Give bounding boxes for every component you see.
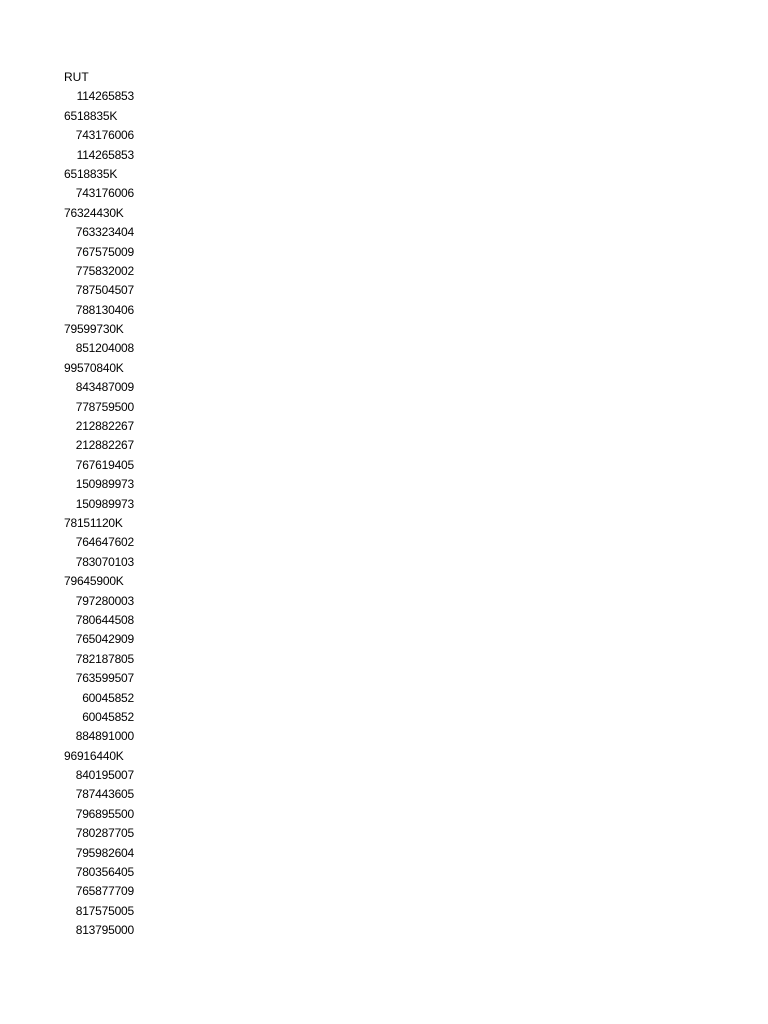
rut-cell: 743176006 — [75, 186, 134, 201]
rut-cell: 767619405 — [75, 457, 134, 472]
rut-cell: 114265853 — [76, 89, 134, 104]
rut-cell: 150989973 — [75, 477, 134, 492]
rut-cell: 767575009 — [75, 244, 134, 259]
rut-cell: 60045852 — [82, 709, 134, 724]
rut-cell: 817575005 — [75, 903, 134, 918]
rut-cell: 6518835K — [64, 108, 118, 123]
rut-cell: 212882267 — [75, 438, 134, 453]
rut-cell: 796895500 — [75, 806, 134, 821]
rut-cell: 884891000 — [75, 729, 134, 744]
rut-cell: 782187805 — [75, 651, 134, 666]
rut-cell: 764647602 — [75, 535, 134, 550]
rut-cell: 795982604 — [75, 845, 134, 860]
rut-cell: 780287705 — [75, 826, 134, 841]
rut-cell: 212882267 — [75, 419, 134, 434]
rut-column — [64, 68, 134, 941]
rut-cell: 787443605 — [75, 787, 134, 802]
rut-cell: 96916440K — [64, 748, 124, 763]
rut-cell: 840195007 — [75, 768, 134, 783]
rut-cell: 778759500 — [75, 399, 134, 414]
rut-cell: 763599507 — [75, 671, 134, 686]
rut-cell: 780356405 — [75, 865, 134, 880]
rut-cell: 79645900K — [64, 574, 124, 589]
rut-cell: 743176006 — [75, 128, 134, 143]
rut-cell: 780644508 — [75, 612, 134, 627]
rut-cell: 60045852 — [82, 690, 134, 705]
column-header-rut: RUT — [64, 70, 89, 84]
rut-cell: 813795000 — [75, 923, 134, 938]
rut-cell: 6518835K — [64, 166, 118, 181]
rut-cell: 765877709 — [75, 884, 134, 899]
rut-cell: 765042909 — [75, 632, 134, 647]
rut-cell: 851204008 — [75, 341, 134, 356]
rut-cell: 843487009 — [75, 380, 134, 395]
rut-cell: 150989973 — [75, 496, 134, 511]
rut-list — [64, 87, 134, 940]
rut-cell: 114265853 — [76, 147, 134, 162]
rut-cell: 763323404 — [75, 225, 134, 240]
rut-cell: 797280003 — [75, 593, 134, 608]
rut-cell: 787504507 — [75, 283, 134, 298]
rut-cell: 99570840K — [64, 360, 124, 375]
rut-cell: 788130406 — [75, 302, 134, 317]
rut-cell: 78151120K — [64, 515, 123, 530]
rut-cell: 76324430K — [64, 205, 124, 220]
rut-cell: 79599730K — [64, 322, 124, 337]
rut-cell: 783070103 — [75, 554, 134, 569]
rut-cell: 775832002 — [75, 263, 134, 278]
